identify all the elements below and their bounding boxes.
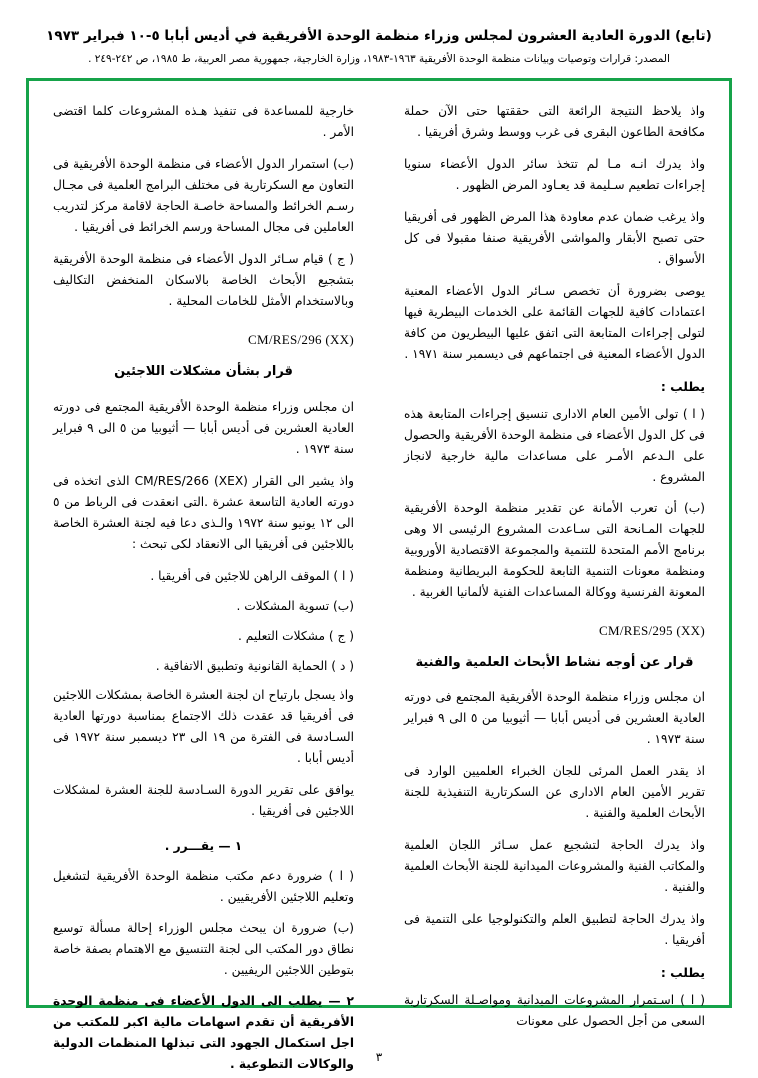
document-header	[26, 26, 732, 68]
paragraph: واذ يسجل بارتياح ان لجنة العشرة الخاصة بمشكلات اللاجئين فى أفريقيا قد عقدت ذلك الاجتماع بمناسبة دورتها العادية السـادسة فى الفترة من ١٩ الى ٢٣ ديسمبر سنة ١٩٧٢ فى أديس أبابا .	[53, 688, 354, 766]
paragraph: واذ يدرك انـه مـا لم تتخذ سائر الدول الأعضاء سنويا إجراءات تطعيم سـليمة قد يعـاود المرض الظهور .	[404, 156, 705, 192]
paragraph: ( ج ) قيام سـائر الدول الأعضاء فى منظمة الوحدة الأفريقية بتشجيع الأبحاث الخاصة بالاسكان المنخفض التكاليف وبالاستخدام الأمثل للخامات المحلية .	[53, 251, 354, 308]
resolution-heading: قرار بشأن مشكلات اللاجئين	[114, 363, 293, 379]
list-item: ( ا ) ضرورة دعم مكتب منظمة الوحدة الأفريقية لتشغيل وتعليم اللاجئين الأفريقيين .	[53, 869, 354, 905]
request-label: يطلب :	[660, 965, 705, 981]
list-item: ( ا ) تولى الأمين العام الادارى تنسيق إجراءات المتابعة هذه فى كل الدول الأعضاء فى منظمة الوحدة الأفريقية والحصول على الـدعم الأمـر على مساعدات مالية خارجية لانجاز المشروع .	[404, 406, 705, 484]
paragraph: يوافق على تقرير الدورة السـادسة للجنة العشرة لمشكلات اللاجئين فى أفريقيا .	[53, 783, 354, 819]
request-label: يطلب :	[660, 378, 705, 394]
paragraph: واذ يدرك الحاجة لتشجيع عمل سـائر اللجان العلمية والمكاتب الفنية والمشروعات الميدانية للجنة الأبحاث العلمية والفنية .	[404, 838, 705, 895]
paragraph: واذ يرغب ضمان عدم معاودة هذا المرض الظهور فى أفريقيا حتى تصبح الأبقار والمواشى الأفريقية صنفا مقبولا فى كل الأسواق .	[404, 209, 705, 266]
paragraph: اذ يقدر العمل المرئى للجان الخبراء العلميين الوارد فى تقرير الأمين العام الادارى عن السكرتارية التنفيذية للجنة الأبحاث العلمية والفنية .	[404, 764, 705, 821]
page-title: (تابع) الدورة العادية العشرون لمجلس وزراء منظمة الوحدة الأفريقية في أديس أبابا ٥-١٠ فبراير ١٩٧٣	[46, 28, 712, 44]
resolution-id: CM/RES/295 (XX)	[599, 622, 705, 638]
list-item: ( ا ) الموقف الراهن للاجئين فى أفريقيا .	[150, 568, 354, 583]
column-left	[45, 101, 362, 1072]
decides-label: ١ — يقـــرر .	[164, 839, 243, 854]
paragraph: (ب) استمرار الدول الأعضاء فى منظمة الوحدة الأفريقية فى التعاون مع السكرتارية فى مختلف البرامج العلمية فى مجـال رسـم الخرائط والمساحة خاصـة الحاجة لاقامة مركز لتدريب العاملين فى مجال المساحة ورسم الخرائط فى أفريقيا .	[53, 156, 354, 234]
bullet-list	[53, 566, 354, 677]
list-item: (ب) تسوية المشكلات .	[236, 598, 354, 613]
list-item: (ب) أن تعرب الأمانة عن تقدير منظمة الوحدة الأفريقية للجهات المـانحة التى سـاعدت المشروع الرئيسى الا وهى برنامج الأمم المتحدة للتنمية والمجموعة الاقتصادية الأوروبية ومنظمة معونات التنمية التابعة للحكومة البريطانية ومنظمة المعونة الفرنسية ووكالة المساعدات الفنية لألمانيا الغربية .	[404, 500, 705, 599]
resolution-id: CM/RES/296 (XX)	[248, 331, 354, 347]
list-item: (ب) ضرورة ان يبحث مجلس الوزراء إحالة مسألة توسيع نطاق دور المكتب الى لجنة التنسيق مع الاهتمام بصفة خاصة بتوطين اللاجئين الريفيين .	[53, 921, 354, 978]
paragraph: خارجية للمساعدة فى تنفيذ هـذه المشروعات كلما اقتضى الأمر .	[53, 104, 354, 139]
numbered-clause: ٢ — يطلب الى الدول الأعضاء فى منظمة الوحدة الأفريقية أن تقدم اسهامات مالية اكبر للمكتب من اجل استكمال الجهود التى تبذلها المنظمات الدولية والوكالات التطوعية .	[53, 994, 354, 1072]
content-frame	[26, 78, 732, 1072]
list-item: ( د ) الحماية القانونية وتطبيق الاتفاقية .	[155, 658, 354, 673]
list-item: ( ج ) مشكلات التعليم .	[238, 628, 354, 643]
page-number: ٣	[375, 1050, 383, 1064]
paragraph: ان مجلس وزراء منظمة الوحدة الأفريقية المجتمع فى دورته العادية العشرين فى أديس أبابا — أثيوبيا من ٥ الى ٩ فبراير سنة ١٩٧٣ .	[404, 690, 705, 747]
two-column-layout	[45, 101, 713, 1072]
column-right	[396, 101, 713, 1029]
list-item: ( ا ) اسـتمرار المشروعات الميدانية ومواصـلة السكرتارية السعى من أجل الحصول على معونات	[404, 993, 705, 1029]
paragraph: يوصى بضرورة أن تخصص سـائر الدول الأعضاء المعنية اعتمادات كافية للجهات القائمة على الخدمات البيطرية فيها لتولى إجراءات المتابعة التى اتفق عليها البيطريون من كافة الدول الأعضاء المعنية فى اجتماعهم فى ديسمبر سنة ١٩٧١ .	[404, 283, 705, 361]
source-citation: المصدر: قرارات وتوصيات وبيانات منظمة الوحدة الأفريقية ١٩٦٣-١٩٨٣، وزارة الخارجية، جمهورية مصر العربية، ط ١٩٨٥، ص ٢٤٢-٢٤٩ .	[88, 53, 670, 66]
paragraph: واذ يشير الى القرار CM/RES/266 (XEX) الذى اتخذه فى دورته العادية التاسعة عشرة .التى انعقدت فى الرباط من ٥ الى ١٢ يونيو سنة ١٩٧٢ والـذى دعا فيه لجنة العشرة الخاصة باللاجئين فى أفريقيا الى الانعقاد لكى تبحث :	[53, 473, 354, 551]
paragraph: ان مجلس وزراء منظمة الوحدة الأفريقية المجتمع فى دورته العادية العشرين فى أديس أبابا — أثيوبيا من ٥ الى ٩ فبراير سنة ١٩٧٣ .	[53, 399, 354, 456]
resolution-heading: قرار عن أوجه نشاط الأبحاث العلمية والفنية	[415, 654, 694, 670]
paragraph: واذ يدرك الحاجة لتطبيق العلم والتكنولوجيا على التنمية فى أفريقيا .	[404, 912, 705, 948]
paragraph: واذ يلاحظ النتيجة الرائعة التى حققتها حتى الآن حملة مكافحة الطاعون البقرى فى غرب ووسط وشرق أفريقيا .	[404, 104, 705, 139]
